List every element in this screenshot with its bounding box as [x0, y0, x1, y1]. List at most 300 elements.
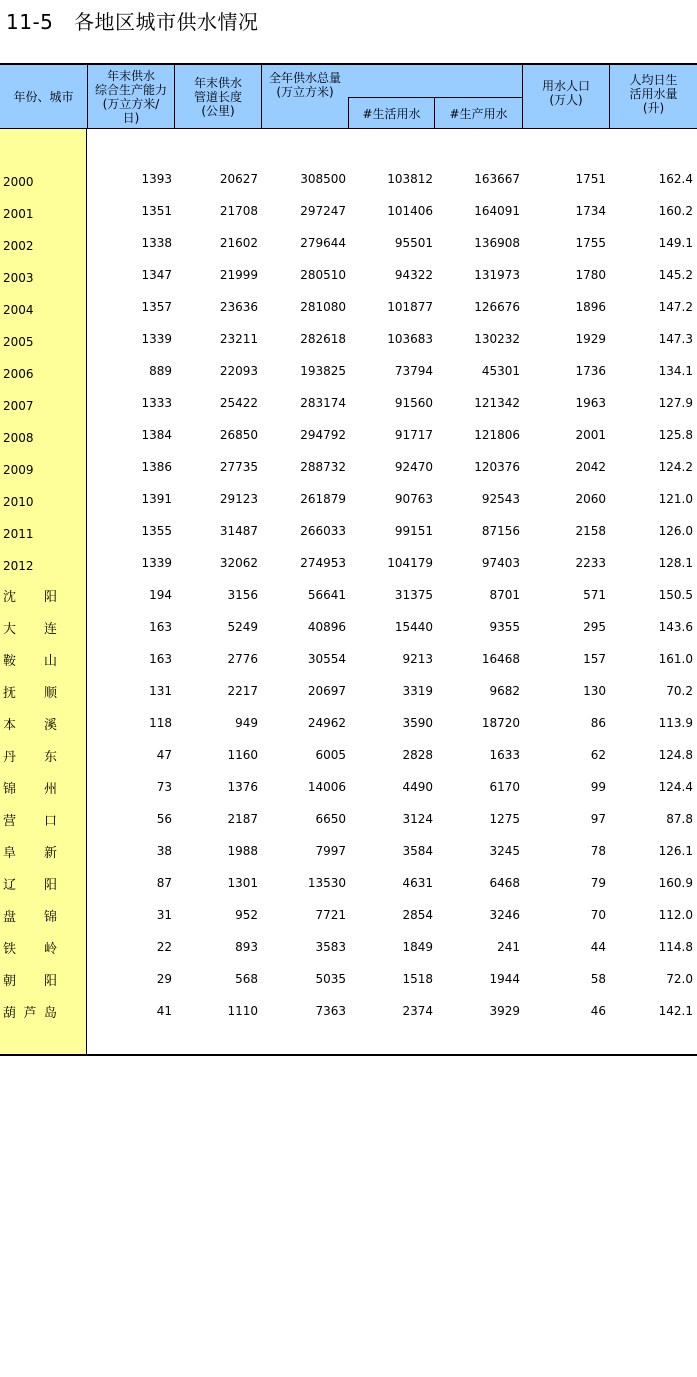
cell-total: 13530	[307, 876, 346, 890]
row-label-char: 沈	[3, 590, 17, 605]
cell-pipe: 952	[235, 908, 258, 922]
cell-household: 2828	[402, 748, 433, 762]
cell-production: 126676	[474, 300, 520, 314]
cell-daily: 160.2	[658, 204, 693, 218]
row-label-char: 营	[3, 814, 17, 829]
cell-daily: 150.5	[658, 588, 693, 602]
cell-pipe: 949	[235, 716, 258, 730]
cell-pipe: 1988	[227, 844, 258, 858]
cell-household: 3584	[402, 844, 433, 858]
cell-population: 1755	[575, 236, 606, 250]
header-total-line2: (万立方米)	[276, 85, 334, 99]
cell-capacity: 163	[149, 652, 172, 666]
cell-population: 70	[590, 908, 606, 922]
cell-daily: 161.0	[658, 652, 693, 666]
row-label: 2002	[3, 239, 34, 253]
cell-daily: 160.9	[658, 876, 693, 890]
cell-daily: 124.4	[658, 780, 693, 794]
cell-pipe: 1301	[227, 876, 258, 890]
cell-pipe: 32062	[219, 556, 258, 570]
table-row	[0, 450, 697, 482]
cell-total: 56641	[307, 588, 346, 602]
cell-daily: 134.1	[658, 364, 693, 378]
header-region	[0, 65, 88, 129]
cell-pipe: 25422	[219, 396, 258, 410]
row-label	[3, 650, 57, 669]
cell-population: 99	[590, 780, 606, 794]
cell-pipe: 21602	[219, 236, 258, 250]
cell-household: 73794	[394, 364, 433, 378]
cell-population: 2233	[575, 556, 606, 570]
cell-capacity: 1393	[141, 172, 172, 186]
cell-capacity: 1384	[141, 428, 172, 442]
cell-production: 45301	[481, 364, 520, 378]
cell-household: 101406	[387, 204, 433, 218]
row-label-char: 州	[43, 782, 57, 797]
cell-production: 163667	[474, 172, 520, 186]
cell-household: 3319	[402, 684, 433, 698]
cell-total: 308500	[300, 172, 346, 186]
cell-household: 9213	[402, 652, 433, 666]
cell-population: 58	[590, 972, 606, 986]
cell-household: 15440	[394, 620, 433, 634]
cell-production: 6468	[489, 876, 520, 890]
cell-production: 120376	[474, 460, 520, 474]
table-row	[0, 226, 697, 258]
cell-total: 193825	[300, 364, 346, 378]
cell-population: 2060	[575, 492, 606, 506]
cell-production: 3245	[489, 844, 520, 858]
header-capacity-line4: 日)	[122, 111, 140, 125]
table-row	[0, 418, 697, 450]
header-production-label: #生产用水	[449, 106, 508, 121]
cell-total: 274953	[300, 556, 346, 570]
row-label: 2010	[3, 495, 34, 509]
cell-population: 97	[590, 812, 606, 826]
cell-pipe: 26850	[219, 428, 258, 442]
cell-population: 44	[590, 940, 606, 954]
cell-household: 99151	[394, 524, 433, 538]
header-total	[262, 71, 348, 99]
cell-total: 261879	[300, 492, 346, 506]
row-label-char: 芦	[23, 1006, 37, 1021]
table-row	[0, 834, 697, 866]
cell-production: 1944	[489, 972, 520, 986]
header-capacity-line2: 综合生产能力	[94, 83, 167, 97]
cell-household: 1518	[402, 972, 433, 986]
cell-household: 101877	[387, 300, 433, 314]
row-label-char: 口	[43, 814, 57, 829]
cell-population: 62	[590, 748, 606, 762]
cell-pipe: 1110	[227, 1004, 258, 1018]
row-label: 2006	[3, 367, 34, 381]
cell-daily: 87.8	[666, 812, 693, 826]
row-label-char: 阳	[43, 974, 57, 989]
row-label-char: 丹	[3, 750, 17, 765]
cell-population: 1929	[575, 332, 606, 346]
table-bottom-rule	[0, 1054, 697, 1056]
row-label-char: 岛	[43, 1006, 57, 1021]
cell-total: 6005	[315, 748, 346, 762]
cell-production: 131973	[474, 268, 520, 282]
cell-daily: 72.0	[666, 972, 693, 986]
row-label	[3, 842, 57, 861]
cell-total: 7363	[315, 1004, 346, 1018]
cell-household: 4490	[402, 780, 433, 794]
row-label	[3, 618, 57, 637]
cell-capacity: 31	[156, 908, 172, 922]
row-label-char: 岭	[43, 942, 57, 957]
row-label: 2004	[3, 303, 34, 317]
cell-pipe: 21999	[219, 268, 258, 282]
header-population-line2: (万人)	[549, 93, 583, 107]
cell-daily: 70.2	[666, 684, 693, 698]
row-label-char: 顺	[43, 686, 57, 701]
cell-capacity: 1355	[141, 524, 172, 538]
table-row	[0, 738, 697, 770]
cell-production: 9682	[489, 684, 520, 698]
cell-population: 1734	[575, 204, 606, 218]
table-row	[0, 642, 697, 674]
row-label-char: 鞍	[3, 654, 17, 669]
table-row	[0, 290, 697, 322]
table-row	[0, 514, 697, 546]
cell-daily: 127.9	[658, 396, 693, 410]
row-label-char: 山	[43, 654, 57, 669]
cell-capacity: 38	[156, 844, 172, 858]
cell-capacity: 1333	[141, 396, 172, 410]
cell-production: 18720	[481, 716, 520, 730]
cell-production: 3929	[489, 1004, 520, 1018]
row-label-char: 辽	[3, 878, 17, 893]
cell-pipe: 31487	[219, 524, 258, 538]
cell-total: 283174	[300, 396, 346, 410]
cell-capacity: 1357	[141, 300, 172, 314]
cell-daily: 147.3	[658, 332, 693, 346]
cell-population: 130	[583, 684, 606, 698]
cell-production: 92543	[481, 492, 520, 506]
cell-population: 571	[583, 588, 606, 602]
cell-daily: 143.6	[658, 620, 693, 634]
cell-total: 288732	[300, 460, 346, 474]
table-row	[0, 482, 697, 514]
cell-capacity: 1347	[141, 268, 172, 282]
cell-population: 1896	[575, 300, 606, 314]
cell-total: 40896	[307, 620, 346, 634]
cell-population: 157	[583, 652, 606, 666]
header-pipe	[175, 65, 262, 129]
header-household-label: #生活用水	[362, 106, 421, 121]
cell-production: 6170	[489, 780, 520, 794]
cell-population: 2158	[575, 524, 606, 538]
header-population-line1: 用水人口	[541, 79, 590, 93]
header-total-group	[262, 65, 523, 129]
cell-capacity: 22	[156, 940, 172, 954]
cell-pipe: 2217	[227, 684, 258, 698]
cell-production: 1275	[489, 812, 520, 826]
row-label	[3, 586, 57, 605]
cell-household: 90763	[394, 492, 433, 506]
cell-pipe: 27735	[219, 460, 258, 474]
row-label	[3, 810, 57, 829]
cell-pipe: 29123	[219, 492, 258, 506]
table-row	[0, 994, 697, 1026]
cell-pipe: 22093	[219, 364, 258, 378]
cell-pipe: 2776	[227, 652, 258, 666]
cell-household: 3124	[402, 812, 433, 826]
cell-daily: 121.0	[658, 492, 693, 506]
cell-total: 7721	[315, 908, 346, 922]
header-region-label: 年份、城市	[13, 90, 74, 104]
row-label-char: 东	[43, 750, 57, 765]
cell-capacity: 29	[156, 972, 172, 986]
cell-population: 1963	[575, 396, 606, 410]
cell-capacity: 47	[156, 748, 172, 762]
row-label	[3, 906, 57, 925]
cell-pipe: 20627	[219, 172, 258, 186]
cell-daily: 114.8	[658, 940, 693, 954]
cell-pipe: 5249	[227, 620, 258, 634]
cell-household: 103683	[387, 332, 433, 346]
header-household	[348, 97, 435, 129]
cell-daily: 125.8	[658, 428, 693, 442]
cell-pipe: 893	[235, 940, 258, 954]
cell-production: 9355	[489, 620, 520, 634]
cell-production: 3246	[489, 908, 520, 922]
cell-production: 1633	[489, 748, 520, 762]
cell-capacity: 1339	[141, 556, 172, 570]
cell-household: 2854	[402, 908, 433, 922]
cell-capacity: 118	[149, 716, 172, 730]
cell-pipe: 3156	[227, 588, 258, 602]
cell-capacity: 87	[156, 876, 172, 890]
table-row	[0, 322, 697, 354]
table-header	[0, 63, 697, 129]
cell-household: 104179	[387, 556, 433, 570]
header-daily-line2: 活用水量	[629, 87, 678, 101]
page-title: 11-5 各地区城市供水情况	[6, 10, 259, 34]
cell-household: 2374	[402, 1004, 433, 1018]
cell-total: 280510	[300, 268, 346, 282]
cell-capacity: 131	[149, 684, 172, 698]
row-label	[3, 938, 57, 957]
cell-production: 16468	[481, 652, 520, 666]
table-row	[0, 258, 697, 290]
row-label-char: 葫	[3, 1006, 17, 1021]
cell-production: 121806	[474, 428, 520, 442]
cell-daily: 126.1	[658, 844, 693, 858]
cell-pipe: 2187	[227, 812, 258, 826]
row-label	[3, 778, 57, 797]
table-row	[0, 962, 697, 994]
cell-household: 91560	[394, 396, 433, 410]
header-population	[523, 65, 610, 129]
cell-capacity: 1386	[141, 460, 172, 474]
cell-pipe: 1160	[227, 748, 258, 762]
cell-total: 5035	[315, 972, 346, 986]
cell-daily: 162.4	[658, 172, 693, 186]
cell-total: 6650	[315, 812, 346, 826]
cell-daily: 147.2	[658, 300, 693, 314]
row-label-char: 阜	[3, 846, 17, 861]
cell-household: 103812	[387, 172, 433, 186]
cell-capacity: 41	[156, 1004, 172, 1018]
cell-production: 136908	[474, 236, 520, 250]
row-label	[3, 714, 57, 733]
cell-total: 297247	[300, 204, 346, 218]
row-label: 2012	[3, 559, 34, 573]
table-row	[0, 674, 697, 706]
row-label	[3, 874, 57, 893]
cell-production: 241	[497, 940, 520, 954]
row-label-char: 阳	[43, 590, 57, 605]
row-label: 2008	[3, 431, 34, 445]
cell-household: 92470	[394, 460, 433, 474]
table-row	[0, 930, 697, 962]
row-label: 2000	[3, 175, 34, 189]
cell-daily: 149.1	[658, 236, 693, 250]
table-row	[0, 194, 697, 226]
cell-capacity: 1338	[141, 236, 172, 250]
row-label-char: 新	[43, 846, 57, 861]
header-total-line1: 全年供水总量	[268, 71, 341, 85]
table-row	[0, 386, 697, 418]
row-label-char: 盘	[3, 910, 17, 925]
cell-population: 86	[590, 716, 606, 730]
header-daily-line1: 人均日生	[629, 73, 678, 87]
cell-household: 91717	[394, 428, 433, 442]
cell-production: 121342	[474, 396, 520, 410]
cell-household: 1849	[402, 940, 433, 954]
cell-pipe: 21708	[219, 204, 258, 218]
table-row	[0, 578, 697, 610]
cell-daily: 113.9	[658, 716, 693, 730]
header-capacity-line3: (万立方米/	[102, 97, 160, 111]
cell-daily: 145.2	[658, 268, 693, 282]
cell-production: 130232	[474, 332, 520, 346]
cell-population: 295	[583, 620, 606, 634]
row-label-char: 溪	[43, 718, 57, 733]
row-label-char: 锦	[43, 910, 57, 925]
cell-pipe: 23636	[219, 300, 258, 314]
cell-total: 266033	[300, 524, 346, 538]
table-row	[0, 706, 697, 738]
cell-population: 1751	[575, 172, 606, 186]
cell-production: 87156	[481, 524, 520, 538]
cell-daily: 142.1	[658, 1004, 693, 1018]
cell-total: 30554	[307, 652, 346, 666]
cell-capacity: 73	[156, 780, 172, 794]
cell-total: 281080	[300, 300, 346, 314]
row-label-char: 抚	[3, 686, 17, 701]
row-label-char: 连	[43, 622, 57, 637]
cell-daily: 128.1	[658, 556, 693, 570]
row-label-char: 大	[3, 622, 17, 637]
cell-household: 4631	[402, 876, 433, 890]
cell-total: 20697	[307, 684, 346, 698]
row-label: 2011	[3, 527, 34, 541]
row-label: 2009	[3, 463, 34, 477]
header-pipe-line2: 管道长度	[193, 90, 242, 104]
cell-household: 31375	[394, 588, 433, 602]
row-label: 2005	[3, 335, 34, 349]
cell-total: 7997	[315, 844, 346, 858]
cell-household: 3590	[402, 716, 433, 730]
cell-capacity: 194	[149, 588, 172, 602]
cell-total: 279644	[300, 236, 346, 250]
row-label-char: 朝	[3, 974, 17, 989]
cell-daily: 112.0	[658, 908, 693, 922]
cell-total: 282618	[300, 332, 346, 346]
cell-population: 1780	[575, 268, 606, 282]
header-daily	[610, 65, 697, 129]
table-row	[0, 354, 697, 386]
row-label	[3, 970, 57, 989]
header-production	[435, 97, 522, 129]
row-label: 2007	[3, 399, 34, 413]
cell-household: 94322	[394, 268, 433, 282]
cell-population: 2042	[575, 460, 606, 474]
row-label	[3, 746, 57, 765]
cell-population: 78	[590, 844, 606, 858]
cell-population: 1736	[575, 364, 606, 378]
cell-capacity: 1351	[141, 204, 172, 218]
cell-production: 164091	[474, 204, 520, 218]
table-row	[0, 162, 697, 194]
row-label	[3, 682, 57, 701]
row-label	[3, 1002, 57, 1021]
cell-production: 97403	[481, 556, 520, 570]
cell-population: 46	[590, 1004, 606, 1018]
cell-population: 79	[590, 876, 606, 890]
table-row	[0, 546, 697, 578]
cell-capacity: 56	[156, 812, 172, 826]
table-row	[0, 802, 697, 834]
row-label: 2003	[3, 271, 34, 285]
cell-daily: 124.8	[658, 748, 693, 762]
cell-capacity: 1339	[141, 332, 172, 346]
header-daily-line3: (升)	[642, 101, 665, 115]
row-label: 2001	[3, 207, 34, 221]
cell-population: 2001	[575, 428, 606, 442]
row-label-char: 铁	[3, 942, 17, 957]
cell-total: 14006	[307, 780, 346, 794]
cell-daily: 124.2	[658, 460, 693, 474]
cell-capacity: 889	[149, 364, 172, 378]
cell-total: 3583	[315, 940, 346, 954]
table-row	[0, 770, 697, 802]
header-capacity	[88, 65, 175, 129]
row-label-char: 阳	[43, 878, 57, 893]
row-label-char: 本	[3, 718, 17, 733]
table-row	[0, 610, 697, 642]
cell-capacity: 1391	[141, 492, 172, 506]
row-label-char: 锦	[3, 782, 17, 797]
cell-daily: 126.0	[658, 524, 693, 538]
cell-pipe: 568	[235, 972, 258, 986]
cell-total: 24962	[307, 716, 346, 730]
cell-production: 8701	[489, 588, 520, 602]
cell-capacity: 163	[149, 620, 172, 634]
header-capacity-line1: 年末供水	[106, 69, 155, 83]
cell-household: 95501	[394, 236, 433, 250]
cell-pipe: 23211	[219, 332, 258, 346]
table-row	[0, 866, 697, 898]
cell-total: 294792	[300, 428, 346, 442]
cell-pipe: 1376	[227, 780, 258, 794]
header-pipe-line3: (公里)	[201, 104, 235, 118]
table-row	[0, 898, 697, 930]
